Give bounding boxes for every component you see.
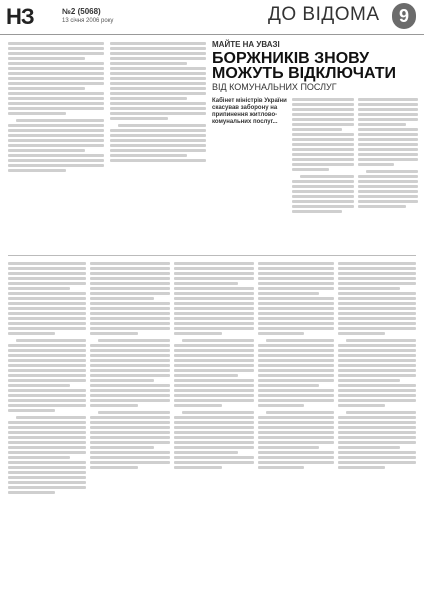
text-block: [8, 339, 86, 412]
text-block: [258, 411, 334, 469]
bottom-column-3: [174, 262, 254, 590]
lead-paragraph: Кабінет міністрів України скасував заборону на припинення житлово-комунальних послуг...: [212, 98, 287, 125]
text-block: [8, 262, 86, 335]
text-block: [258, 262, 334, 335]
text-block: [338, 411, 416, 469]
text-block: [110, 124, 206, 162]
text-block: [90, 411, 170, 469]
text-block: [90, 339, 170, 407]
page-number: 9: [392, 3, 416, 29]
text-block: [174, 411, 254, 469]
top-left-column-1: [8, 42, 104, 252]
top-left-column-2: [110, 42, 206, 252]
text-block: [174, 262, 254, 335]
issue-number: №2 (5068): [62, 7, 101, 16]
text-block: [8, 416, 86, 494]
bottom-column-1: [8, 262, 86, 590]
headline-column-2: [358, 98, 418, 250]
section-divider: [8, 255, 416, 256]
text-block: [90, 262, 170, 335]
text-block: [8, 42, 104, 115]
text-block: [292, 98, 354, 171]
bottom-column-2: [90, 262, 170, 590]
text-block: [258, 339, 334, 407]
headline-kicker: МАЙТЕ НА УВАЗІ: [212, 40, 280, 49]
text-block: [8, 119, 104, 172]
page-header: [0, 0, 424, 35]
bottom-column-4: [258, 262, 334, 590]
headline: БОРЖНИКІВ ЗНОВУ МОЖУТЬ ВІДКЛЮЧАТИ: [212, 50, 397, 82]
section-title: ДО ВІДОМА: [268, 4, 380, 25]
text-block: [174, 339, 254, 407]
headline-column-1: [292, 98, 354, 250]
text-block: [338, 339, 416, 407]
text-block: [358, 170, 418, 208]
text-block: [292, 175, 354, 213]
subheadline: ВІД КОМУНАЛЬНИХ ПОСЛУГ: [212, 82, 337, 92]
bottom-column-5: [338, 262, 416, 590]
newspaper-logo: НЗ: [6, 4, 34, 29]
text-block: [110, 42, 206, 120]
text-block: [358, 98, 418, 166]
issue-date: 13 січня 2006 року: [62, 18, 114, 24]
text-block: [338, 262, 416, 335]
